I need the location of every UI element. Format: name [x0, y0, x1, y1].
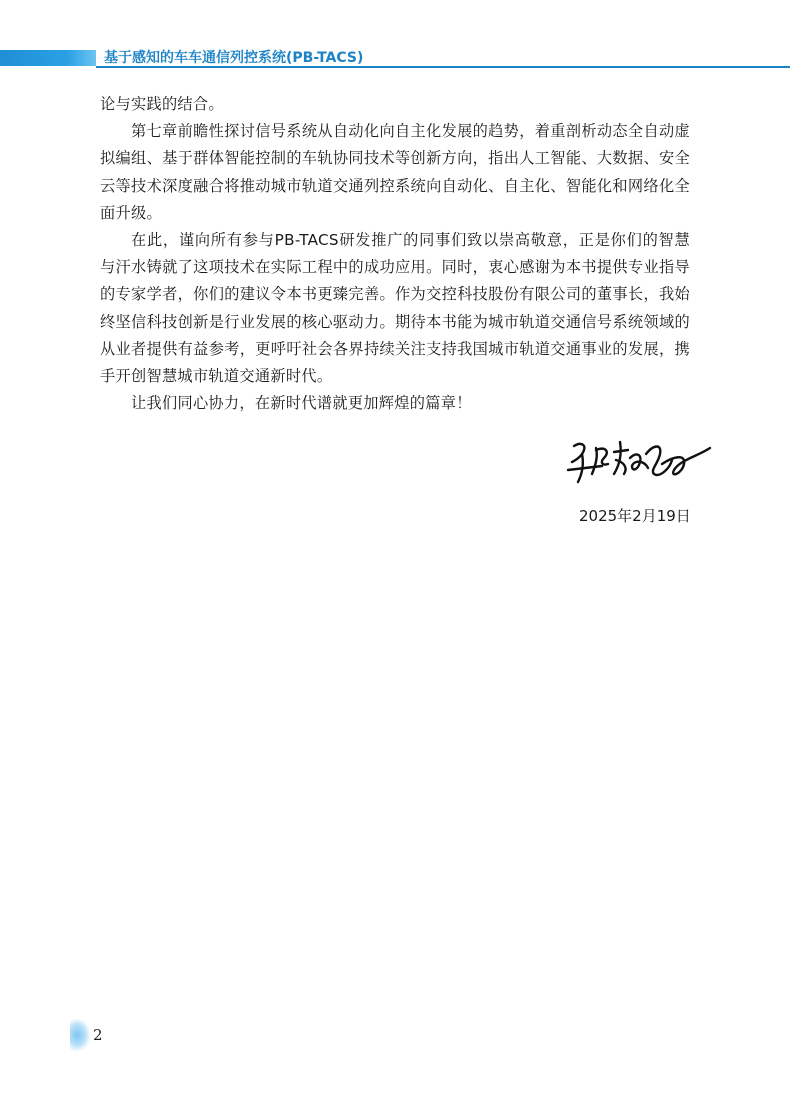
running-header-title: 基于感知的车车通信列控系统(PB-TACS) — [104, 50, 364, 66]
header-rule-line — [96, 66, 790, 68]
running-header — [0, 47, 790, 69]
body-text — [100, 91, 690, 417]
paragraph-acknowledgement: 在此，谨向所有参与PB-TACS研发推广的同事们致以崇高敬意，正是你们的智慧与汗水铸就了这项技术在实际工程中的成功应用。同时，衷心感谢为本书提供专业指导的专家学者，你们的建议令本书更臻完善。作为交控科技股份有限公司的董事长，我始终坚信科技创新是行业发展的核心驱动力。期待本书能为城市轨道交通信号系统领域的从业者提供有益参考，更呼吁社会各界持续关注支持我国城市轨道交通事业的发展，携手开创智慧城市轨道交通新时代。 — [100, 231, 690, 386]
paragraph-closing: 让我们同心协力，在新时代谱就更加辉煌的篇章！ — [131, 394, 472, 413]
header-accent-block — [0, 50, 96, 66]
paragraph-continuation: 论与实践的结合。 — [100, 95, 224, 113]
page-number: 2 — [93, 1026, 103, 1044]
paragraph-chapter-seven: 第七章前瞻性探讨信号系统从自动化向自主化发展的趋势，着重剖析动态全自动虚拟编组、基于群体智能控制的车轨协同技术等创新方向，指出人工智能、大数据、安全云等技术深度融合将推动城市轨道交通列控系统向自动化、自主化、智能化和网络化全面升级。 — [100, 122, 690, 222]
handwritten-signature — [562, 430, 722, 490]
signature-date: 2025年2月19日 — [579, 507, 691, 525]
page-number-decoration — [70, 1019, 90, 1051]
